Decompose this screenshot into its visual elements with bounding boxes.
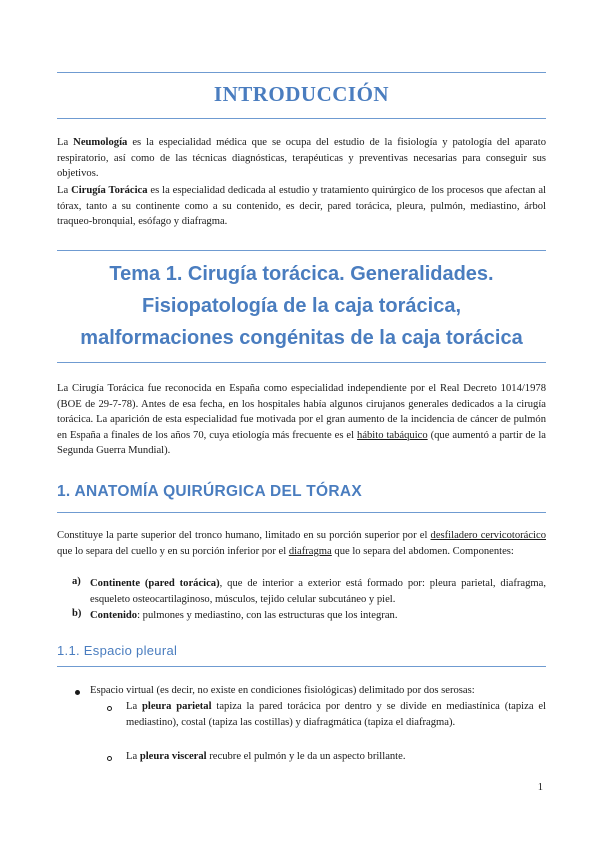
intro-paragraph-cirugia — [57, 183, 546, 230]
section-1-1-heading: 1.1. Espacio pleural — [57, 643, 178, 658]
bold-term: Contenido — [90, 610, 138, 621]
text-run: (que aumentó a partir de la Segunda Guerra Mundial). — [57, 429, 546, 457]
text-run: es la especialidad médica que se ocupa del estudio de la fisiología y patología del aparato respiratorio, así como de las técnicas diagnósticas, terapéuticas y preventivas necesarias para conseguir sus objetivos. — [57, 137, 546, 180]
title-rule-top — [57, 72, 546, 73]
tema-rule-top — [57, 250, 546, 251]
text-run: recubre el pulmón y le da un aspecto brillante. — [206, 751, 406, 762]
section-1-rule — [57, 512, 546, 513]
text-run: La — [57, 137, 74, 148]
tema-title-line-2: Fisiopatología de la caja torácica, — [142, 295, 461, 317]
bold-term: Continente (pared torácica) — [90, 578, 220, 589]
bold-term: pleura parietal — [142, 701, 212, 712]
tema-title-line-3: malformaciones congénitas de la caja torácica — [80, 327, 523, 349]
section-1-paragraph — [57, 528, 546, 559]
text-run: La — [126, 751, 140, 762]
text-run: , que de interior a exterior está formado por: pleura parietal, diafragma, esqueleto osteocartilaginoso, músculos, tejido celular subcutáneo y piel. — [90, 578, 547, 605]
text-run: es la especialidad dedicada al estudio y tratamiento quirúrgico de los procesos que afectan al tórax, tanto a su continente como a su contenido, es decir, pared torácica, pleura, pulmón, mediastino, árbol traqueo-bronquial, esófago y diafragma. — [57, 185, 546, 228]
list-label-b: b) — [72, 608, 82, 619]
tema-title — [57, 258, 546, 354]
bold-term: pleura visceral — [139, 751, 207, 762]
tema-title-line-1: Tema 1. Cirugía torácica. Generalidades. — [109, 263, 494, 285]
intro-title: INTRODUCCIÓN — [213, 82, 390, 106]
underlined-term: diafragma — [288, 545, 332, 557]
text-run: que lo separa del abdomen. Componentes: — [331, 545, 514, 557]
underlined-term: hábito tabáquico — [357, 429, 428, 441]
list-item-continente — [90, 576, 546, 607]
bold-term: Neumología — [73, 137, 128, 148]
text-run: tapiza la pared torácica por dentro y se divide en mediastínica (tapiza el mediastino), costal (tapiza las costillas) y diafragmática (tapiza el diafragma). — [126, 701, 546, 728]
list-label-a: a) — [72, 576, 81, 587]
sub-item-pleura-parietal — [126, 699, 546, 730]
text-run: La Cirugía Torácica fue reconocida en España como especialidad independiente por el Real Decreto 1014/1978 (BOE de 29-7-78). Antes de esa fecha, en los hospitales había algunos cirujanos generales dedicados a la cirugía torácica. La aparición de esta especialidad fue motivada por el gran aumento de la incidencia de cáncer de pulmón en España a finales de los años 70, cuya etiología más frecuente es el — [57, 383, 546, 441]
list-item-contenido — [90, 608, 546, 624]
text-run: La — [126, 701, 142, 712]
underlined-term: desfiladero cervicotorácico — [430, 530, 547, 541]
intro-paragraph-neumologia — [57, 135, 546, 182]
title-rule-bottom — [57, 118, 546, 119]
circle-bullet-icon — [107, 706, 112, 711]
page-number: 1 — [537, 782, 543, 793]
text-run: La — [57, 185, 72, 196]
sub-item-pleura-visceral — [126, 749, 546, 765]
circle-bullet-icon — [107, 756, 112, 761]
section-1-heading: 1. ANATOMÍA QUIRÚRGICA DEL TÓRAX — [57, 483, 362, 500]
bullet-icon — [75, 690, 80, 695]
tema-paragraph — [57, 381, 546, 459]
section-1-1-rule — [57, 666, 546, 667]
text-run: que lo separa del cuello y en su porción inferior por el — [57, 545, 289, 557]
bullet-item-espacio-virtual: Espacio virtual (es decir, no existe en condiciones fisiológicas) delimitado por dos serosas: — [90, 685, 475, 696]
tema-rule-bottom — [57, 362, 546, 363]
bold-term: Cirugía Torácica — [71, 185, 148, 196]
text-run: Constituye la parte superior del tronco humano, limitado en su porción superior por el — [57, 530, 431, 541]
text-run: : pulmones y mediastino, con las estructuras que los integran. — [137, 610, 398, 621]
